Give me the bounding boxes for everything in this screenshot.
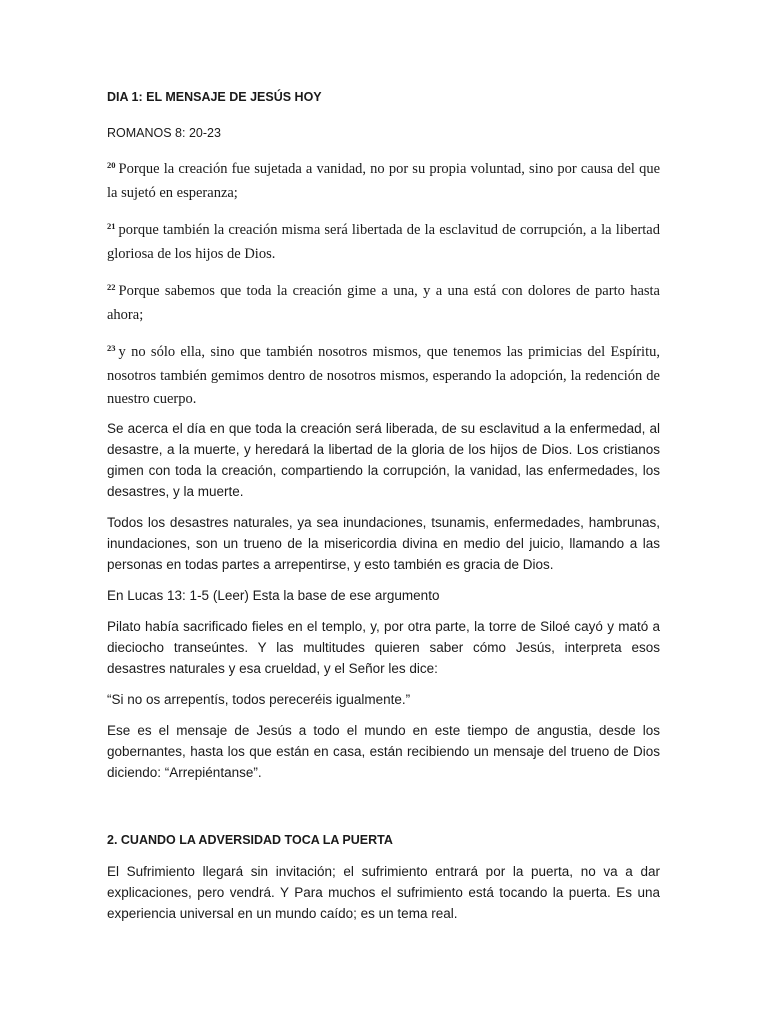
verse-number: 23 bbox=[107, 343, 116, 353]
paragraph-suffering: El Sufrimiento llegará sin invitación; el sufrimiento entrará por la puerta, no va a dar explicaciones, pero vendrá. Y Para muchos el sufrimiento está tocando la puerta. Es una experiencia universal en un mundo caído; es un tema real. bbox=[107, 863, 660, 921]
verse-text: y no sólo ella, sino que también nosotros mismos, que tenemos las primicias del Espíritu, nosotros también gemimos dentro de nosotros mismos, esperando la adopción, la redención de nuestro cuerpo. bbox=[107, 344, 660, 407]
verse-21 bbox=[107, 215, 660, 266]
section-1-heading: DIA 1: EL MENSAJE DE JESÚS HOY bbox=[107, 90, 322, 104]
paragraph-natural-disasters: Todos los desastres naturales, ya sea inundaciones, tsunamis, enfermedades, hambrunas, inundaciones, son un trueno de la misericordia divina en medio del juicio, llamando a las personas en todas partes a arrepentirse, y esto también es gracia de Dios. bbox=[107, 514, 660, 572]
verse-23 bbox=[107, 337, 660, 412]
paragraph-jesus-message: Ese es el mensaje de Jesús a todo el mundo en este tiempo de angustia, desde los gobernantes, hasta los que están en casa, están recibiendo un mensaje del trueno de Dios diciendo: “Arrepiéntanse”. bbox=[107, 722, 660, 780]
paragraph-pilato: Pilato había sacrificado fieles en el templo, y, por otra parte, la torre de Siloé cayó y mató a dieciocho transeúntes. Y las multitudes quieren saber cómo Jesús, interpreta esos desastres naturales y esa crueldad, y el Señor les dice: bbox=[107, 618, 660, 676]
document-body bbox=[107, 86, 660, 924]
paragraph-quote: “Si no os arrepentís, todos pereceréis igualmente.” bbox=[107, 691, 411, 707]
verse-number: 21 bbox=[107, 221, 116, 231]
verse-text: Porque la creación fue sujetada a vanidad, no por su propia voluntad, sino por causa del que la sujetó en esperanza; bbox=[107, 161, 660, 201]
paragraph-lucas-reference: En Lucas 13: 1-5 (Leer) Esta la base de ese argumento bbox=[107, 587, 440, 603]
verse-22 bbox=[107, 276, 660, 327]
verse-20 bbox=[107, 154, 660, 205]
paragraph-creation-liberated: Se acerca el día en que toda la creación será liberada, de su esclavitud a la enfermedad, al desastre, a la muerte, y heredará la libertad de la gloria de los hijos de Dios. Los cristianos gimen con toda la creación, compartiendo la corrupción, la vanidad, las enfermedades, los desastres, y la muerte. bbox=[107, 420, 660, 499]
verse-text: Porque sabemos que toda la creación gime a una, y a una está con dolores de parto hasta ahora; bbox=[107, 283, 660, 323]
verse-number: 20 bbox=[107, 160, 116, 170]
verse-number: 22 bbox=[107, 282, 116, 292]
section-2-heading: 2. CUANDO LA ADVERSIDAD TOCA LA PUERTA bbox=[107, 832, 393, 847]
scripture-reference: ROMANOS 8: 20-23 bbox=[107, 126, 221, 140]
verse-text: porque también la creación misma será libertada de la esclavitud de corrupción, a la libertad gloriosa de los hijos de Dios. bbox=[107, 222, 660, 262]
